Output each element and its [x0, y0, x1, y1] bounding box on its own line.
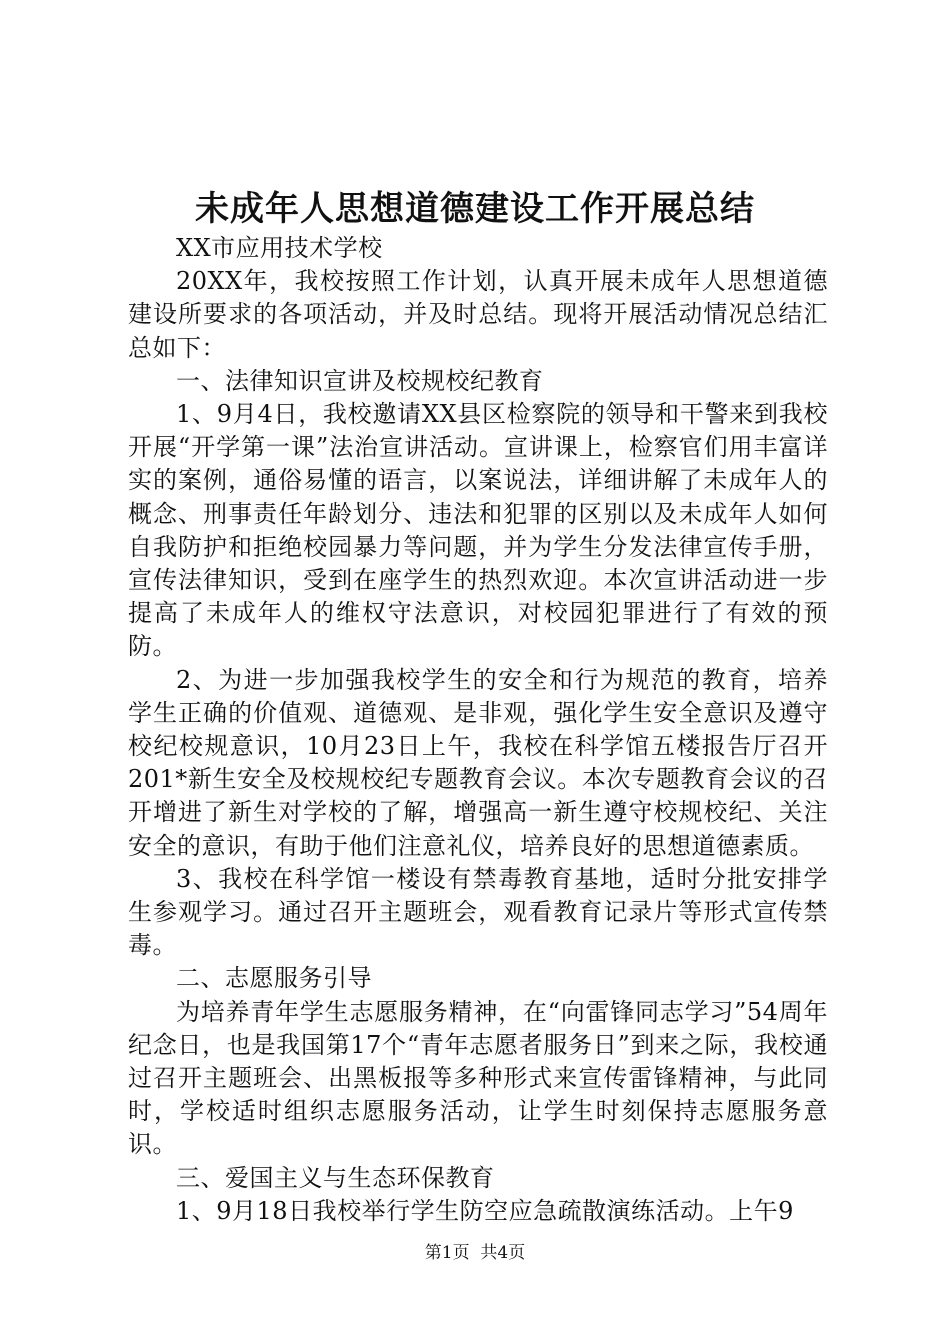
- school-name: XX市应用技术学校: [176, 234, 383, 262]
- paragraph-volunteer: 为培养青年学生志愿服务精神，在“向雷锋同志学习”54周年纪念日，也是我国第17个“青年志愿者服务日”到来之际，我校通过召开主题班会、出黑板报等多种形式来宣传雷锋精神，与此同时，学校适时组织志愿服务活动，让学生时刻保持志愿服务意识。: [128, 997, 828, 1159]
- document-title: 未成年人思想道德建设工作开展总结: [195, 189, 755, 229]
- paragraph-law-3: 3、我校在科学馆一楼设有禁毒教育基地，适时分批安排学生参观学习。通过召开主题班会，观看教育记录片等形式宣传禁毒。: [128, 864, 828, 960]
- section-heading-patriotism: 三、爱国主义与生态环保教育: [176, 1163, 495, 1192]
- paragraph-law-1: 1、9月4日，我校邀请XX县区检察院的领导和干警来到我校开展“开学第一课”法治宣讲活动。宣讲课上，检察官们用丰富详实的案例，通俗易懂的语言，以案说法，详细讲解了未成年人的概念、刑事责任年龄划分、违法和犯罪的区别以及未成年人如何自我防护和拒绝校园暴力等问题，并为学生分发法律宣传手册，宣传法律知识，受到在座学生的热烈欢迎。本次宣讲活动进一步提高了未成年人的维权守法意识，对校园犯罪进行了有效的预防。: [128, 400, 828, 661]
- section-heading-law: 一、法律知识宣讲及校规校纪教育: [176, 366, 544, 395]
- paragraph-law-2: 2、为进一步加强我校学生的安全和行为规范的教育，培养学生正确的价值观、道德观、是非观，强化学生安全意识及遵守校纪校规意识，10月23日上午，我校在科学馆五楼报告厅召开201*新生安全及校规校纪专题教育会议。本次专题教育会议的召开增进了新生对学校的了解，增强高一新生遵守校规校纪、关注安全的意识，有助于他们注意礼仪，培养良好的思想道德素质。: [128, 665, 828, 860]
- page-footer: [0, 1242, 950, 1264]
- document-body: [128, 232, 828, 1228]
- footer-spacer: [470, 1243, 481, 1263]
- page-number: 第1页: [424, 1243, 470, 1263]
- paragraph-patriotism-1: 1、9月18日我校举行学生防空应急疏散演练活动。上午9: [176, 1196, 794, 1225]
- section-heading-volunteer: 二、志愿服务引导: [176, 964, 372, 993]
- page-total: 共4页: [480, 1243, 526, 1263]
- intro-paragraph: 20XX年，我校按照工作计划，认真开展未成年人思想道德建设所要求的各项活动，并及时总结。现将开展活动情况总结汇总如下：: [128, 267, 828, 362]
